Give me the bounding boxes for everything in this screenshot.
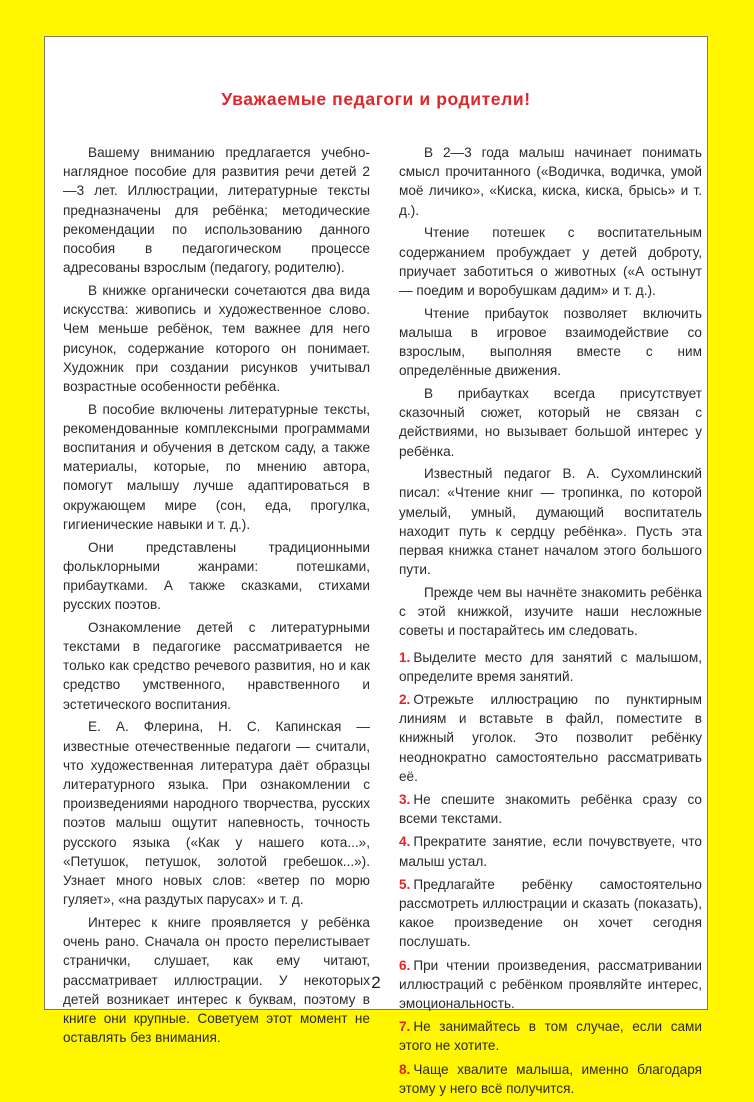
tip-item bbox=[399, 1017, 702, 1055]
paragraph: Чтение потешек с воспитательным содержанием пробуждает у детей доброту, приучает заботиться о животных («А остынут — поедим и воробушкам дадим» и т. д.). bbox=[399, 225, 702, 298]
paragraph: Чтение прибауток позволяет включить малыша в игровое взаимодействие со взрослым, выполняя вместе с ним определённые движения. bbox=[399, 305, 702, 379]
right-column bbox=[399, 143, 702, 1102]
paragraph: Известный педагог В. А. Сухомлинский писал: «Чтение книг — тропинка, по которой умелый, умный, думающий воспитатель находит путь к сердцу ребёнка». Пусть эта первая книжка станет началом этого большого пути. bbox=[399, 466, 702, 578]
paragraph: В книжке органически сочетаются два вида искусства: живопись и художественное слово. Чем меньше ребёнок, тем важнее для него рисунок, содержание которого он понимает. Художник при создании рисунков учитывал возрастные особенности ребёнка. bbox=[63, 282, 370, 394]
tip-item bbox=[399, 690, 702, 786]
tip-number: 5. bbox=[399, 876, 411, 892]
left-column bbox=[63, 143, 370, 1051]
tip-number: 3. bbox=[399, 792, 411, 807]
paragraph: Ознакомление детей с литературными текстами в педагогике рассматривается не только как средство речевого развития, но и как средство умственного, нравственного и эстетического воспитания. bbox=[63, 619, 370, 712]
paragraph: В 2—3 года малыш начинает понимать смысл прочитанного («Водичка, водичка, умой моё личико», «Киска, киска, киска, брысь» и т. д.). bbox=[399, 145, 702, 218]
page-title: Уважаемые педагоги и родители! bbox=[221, 89, 531, 109]
tip-text: Отрежьте иллюстрацию по пунктирным линиям и вставьте в файл, поместите в книжный уголок. Это позволит ребёнку неоднократно самостоятельно рассматривать её. bbox=[399, 691, 702, 784]
tip-text: Чаще хвалите малыша, именно благодаря этому у него всё получится. bbox=[399, 1061, 702, 1096]
paragraph: Прежде чем вы начнёте знакомить ребёнка с этой книжкой, изучите наши несложные советы и постарайтесь им следовать. bbox=[399, 584, 702, 639]
tip-item bbox=[399, 875, 702, 952]
page-number: 2 bbox=[371, 973, 381, 992]
tip-text: Прекратите занятие, если почувствуете, что малыш устал. bbox=[399, 834, 702, 869]
tip-number: 6. bbox=[399, 957, 411, 973]
tip-text: При чтении произведения, рассматривании иллюстраций с ребёнком проявляйте интерес, эмоциональность. bbox=[399, 957, 702, 1012]
paragraph: Вашему вниманию предлагается учебно-наглядное пособие для развития речи детей 2—3 лет. Иллюстрации, литературные тексты предназначены для ребёнка; методические рекомендации по использованию данного пособия в педагогическом процессе адресованы взрослым (педагогу, родителю). bbox=[63, 145, 370, 276]
tip-item bbox=[399, 648, 702, 686]
tip-number: 4. bbox=[399, 834, 411, 850]
paragraph: Е. А. Флерина, Н. С. Капинская — известные отечественные педагоги — считали, что художественная литература даёт образцы литературного языка. При ознакомлении с произведениями народного творчества, русских поэтов малыш ощутит напевность, точность русского языка («Как у нашего кота...», «Петушок, петушок, золотой гребешок...»). Узнает много новых слов: «ветер по морю гуляет», «на раздутых парусах» и т. д. bbox=[63, 719, 370, 908]
tips-list bbox=[399, 648, 702, 1098]
paragraph: Интерес к книге проявляется у ребёнка очень рано. Сначала он просто перелистывает странички, слушает, как ему читают, рассматривает иллюстрации. У некоторых детей возникает интерес к буквам, поэтому в книге они крупные. Советуем этот момент не оставлять без внимания. bbox=[63, 914, 370, 1046]
paragraph: Они представлены традиционными фольклорными жанрами: потешками, прибаутками. А также сказками, стихами русских поэтов. bbox=[63, 539, 370, 613]
tip-number: 8. bbox=[399, 1061, 411, 1077]
paragraph: В прибаутках всегда присутствует сказочный сюжет, который не связан с действиями, но вызывает большой интерес у ребёнка. bbox=[399, 385, 702, 459]
tip-number: 2. bbox=[399, 691, 411, 707]
tip-item bbox=[399, 832, 702, 870]
tip-text: Выделите место для занятий с малышом, определите время занятий. bbox=[399, 649, 702, 684]
tip-number: 7. bbox=[399, 1019, 411, 1035]
document-page bbox=[44, 36, 708, 1096]
paragraph: В пособие включены литературные тексты, рекомендованные комплексными программами воспитания и обучения в детском саду, а также материалы, которые, по мнению автора, помогут малышу лучше адаптироваться в окружающем мире (сон, еда, прогулка, гигиенические навыки и т. д.). bbox=[63, 401, 370, 532]
tip-text: Не спешите знакомить ребёнка сразу со всеми текстами. bbox=[399, 792, 702, 827]
tip-item bbox=[399, 790, 702, 828]
tip-text: Не занимайтесь в том случае, если сами этого не хотите. bbox=[399, 1019, 702, 1054]
tip-number: 1. bbox=[399, 649, 411, 665]
tip-text: Предлагайте ребёнку самостоятельно рассмотреть иллюстрации и сказать (показать), какое произведение он хочет сегодня послушать. bbox=[399, 876, 702, 950]
tip-item bbox=[399, 1060, 702, 1098]
